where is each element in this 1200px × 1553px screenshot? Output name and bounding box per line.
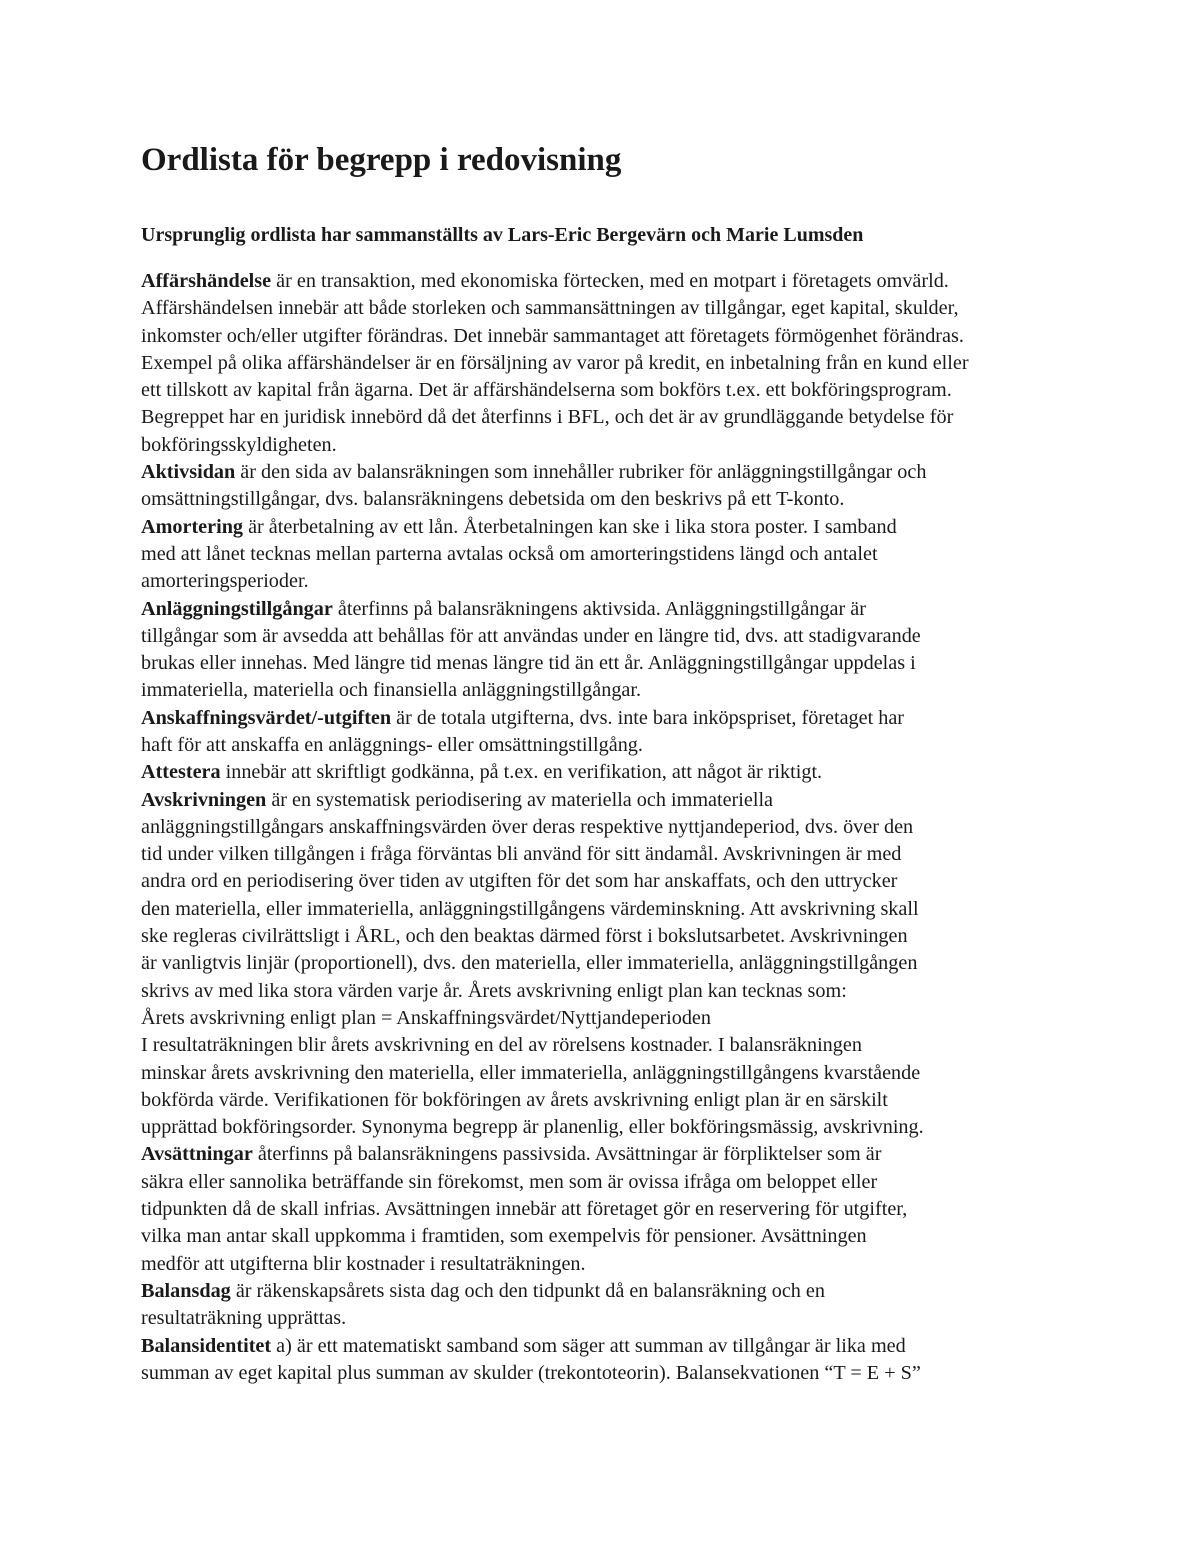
entry-line: omsättningstillgångar, dvs. balansräkningens debetsida om den beskrivs på ett T-konto.	[141, 488, 845, 511]
entry-line: tidpunkten då de skall infrias. Avsättningen innebär att företaget gör en reservering för utgifter,	[141, 1198, 908, 1221]
entry-line: med att lånet tecknas mellan parterna avtalas också om amorteringstidens längd och antalet	[141, 542, 878, 565]
entry-line	[141, 705, 1116, 732]
entry-line: tid under vilken tillgången i fråga förväntas bli använd för sitt ändamål. Avskrivningen är med	[141, 843, 902, 866]
entry-term: Aktivsidan	[141, 461, 236, 484]
entry-line: andra ord en periodisering över tiden av utgiften för det som har anskaffats, och den uttrycker	[141, 870, 898, 893]
entry-line: vilka man antar skall uppkomma i framtiden, som exempelvis för pensioner. Avsättningen	[141, 1225, 867, 1248]
entry-line: Affärshändelsen innebär att både storleken och sammansättningen av tillgångar, eget kapital, skulder,	[141, 297, 959, 320]
entry-term: Anskaffningsvärdet/-utgiften	[141, 706, 392, 729]
entry-text: återfinns på balansräkningens aktivsida. Anläggningstillgångar är	[332, 597, 866, 620]
entry-line: bokförda värde. Verifikationen för bokföringen av årets avskrivning enligt plan är en särskilt	[141, 1088, 888, 1111]
glossary-entry	[141, 514, 1116, 596]
glossary-entry	[141, 1333, 1116, 1388]
glossary-entry	[141, 596, 1116, 705]
entry-line: är vanligtvis linjär (proportionell), dvs. den materiella, eller immateriella, anläggningstillgången	[141, 952, 918, 975]
entry-line: medför att utgifterna blir kostnader i resultaträkningen.	[141, 1252, 586, 1275]
entry-line: tillgångar som är avsedda att behållas för att användas under en längre tid, dvs. att stadigvarande	[141, 624, 921, 647]
entry-line	[141, 759, 1116, 786]
entry-term: Avskrivningen	[141, 788, 267, 811]
glossary-entry	[141, 759, 1116, 786]
entry-text: a) är ett matematiskt samband som säger att summan av tillgångar är lika med	[271, 1334, 906, 1357]
entry-text: återfinns på balansräkningens passivsida. Avsättningar är förpliktelser som är	[252, 1143, 882, 1166]
entry-term: Avsättningar	[141, 1143, 253, 1166]
entry-term: Affärshändelse	[141, 269, 272, 292]
entry-line: haft för att anskaffa en anläggnings- eller omsättningstillgång.	[141, 733, 643, 756]
entry-line	[141, 459, 1116, 486]
entry-line: anläggningstillgångars anskaffningsvärden över deras respektive nyttjandeperiod, dvs. över den	[141, 815, 914, 838]
entry-line: inkomster och/eller utgifter förändras. Det innebär sammantaget att företagets förmögenhet förändras.	[141, 324, 964, 347]
entry-term: Attestera	[141, 761, 221, 784]
entry-line: immateriella, materiella och finansiella anläggningstillgångar.	[141, 679, 642, 702]
entry-text: innebär att skriftligt godkänna, på t.ex. en verifikation, att något är riktigt.	[220, 761, 823, 784]
entry-text: är de totala utgifterna, dvs. inte bara inköpspriset, företaget har	[391, 706, 905, 729]
entry-line: Exempel på olika affärshändelser är en försäljning av varor på kredit, en inbetalning från en kund eller	[141, 351, 969, 374]
glossary-entry	[141, 459, 1116, 514]
entry-line: den materiella, eller immateriella, anläggningstillgångens värdeminskning. Att avskrivning skall	[141, 897, 919, 920]
entry-line: skrivs av med lika stora värden varje år. Årets avskrivning enligt plan kan tecknas som:	[141, 979, 847, 1002]
entry-text: är en systematisk periodisering av materiella och immateriella	[266, 788, 774, 811]
document-subtitle: Ursprunglig ordlista har sammanställts av Lars-Eric Bergevärn och Marie Lumsden	[141, 223, 864, 246]
glossary-entries	[141, 268, 1116, 1387]
entry-line	[141, 514, 1116, 541]
entry-line: ett tillskott av kapital från ägarna. Det är affärshändelserna som bokförs t.ex. ett bokföringsprogram.	[141, 379, 952, 402]
entry-line: Årets avskrivning enligt plan = Anskaffningsvärdet/Nyttjandeperioden	[141, 1006, 711, 1029]
entry-line	[141, 596, 1116, 623]
entry-line	[141, 268, 1116, 295]
entry-line: brukas eller innehas. Med längre tid menas längre tid än ett år. Anläggningstillgångar uppdelas i	[141, 652, 916, 675]
entry-term: Anläggningstillgångar	[141, 597, 333, 620]
entry-line: bokföringsskyldigheten.	[141, 433, 337, 456]
entry-line: ske regleras civilrättsligt i ÅRL, och den beaktas därmed först i bokslutsarbetet. Avskrivningen	[141, 925, 908, 948]
entry-line: summan av eget kapital plus summan av skulder (trekontoteorin). Balansekvationen “T = E + S”	[141, 1361, 921, 1384]
entry-line: minskar årets avskrivning den materiella, eller immateriella, anläggningstillgångens kvarstående	[141, 1061, 921, 1084]
glossary-entry	[141, 1141, 1116, 1277]
entry-line: upprättad bokföringsorder. Synonyma begrepp är planenlig, eller bokföringsmässig, avskrivning.	[141, 1116, 924, 1139]
entry-text: är räkenskapsårets sista dag och den tidpunkt då en balansräkning och en	[230, 1279, 825, 1302]
entry-line: Begreppet har en juridisk innebörd då det återfinns i BFL, och det är av grundläggande betydelse för	[141, 406, 954, 429]
entry-line	[141, 1141, 1116, 1168]
entry-text: är en transaktion, med ekonomiska förtecken, med en motpart i företagets omvärld.	[271, 269, 949, 292]
entry-line	[141, 1333, 1116, 1360]
entry-text: är den sida av balansräkningen som innehåller rubriker för anläggningstillgångar och	[235, 461, 927, 484]
glossary-entry	[141, 268, 1116, 459]
entry-line: resultaträkning upprättas.	[141, 1307, 347, 1330]
entry-term: Balansidentitet	[141, 1334, 272, 1357]
glossary-entry	[141, 1278, 1116, 1333]
glossary-entry	[141, 787, 1116, 1142]
entry-text: är återbetalning av ett lån. Återbetalningen kan ske i lika stora poster. I samband	[243, 515, 897, 538]
document-title: Ordlista för begrepp i redovisning	[141, 142, 622, 178]
entry-line	[141, 787, 1116, 814]
entry-term: Balansdag	[141, 1279, 231, 1302]
entry-line: säkra eller sannolika beträffande sin förekomst, men som är ovissa ifråga om beloppet eller	[141, 1170, 878, 1193]
entry-term: Amortering	[141, 515, 244, 538]
glossary-entry	[141, 705, 1116, 760]
entry-line	[141, 1278, 1116, 1305]
entry-line: amorteringsperioder.	[141, 570, 309, 593]
entry-line: I resultaträkningen blir årets avskrivning en del av rörelsens kostnader. I balansräkningen	[141, 1034, 862, 1057]
